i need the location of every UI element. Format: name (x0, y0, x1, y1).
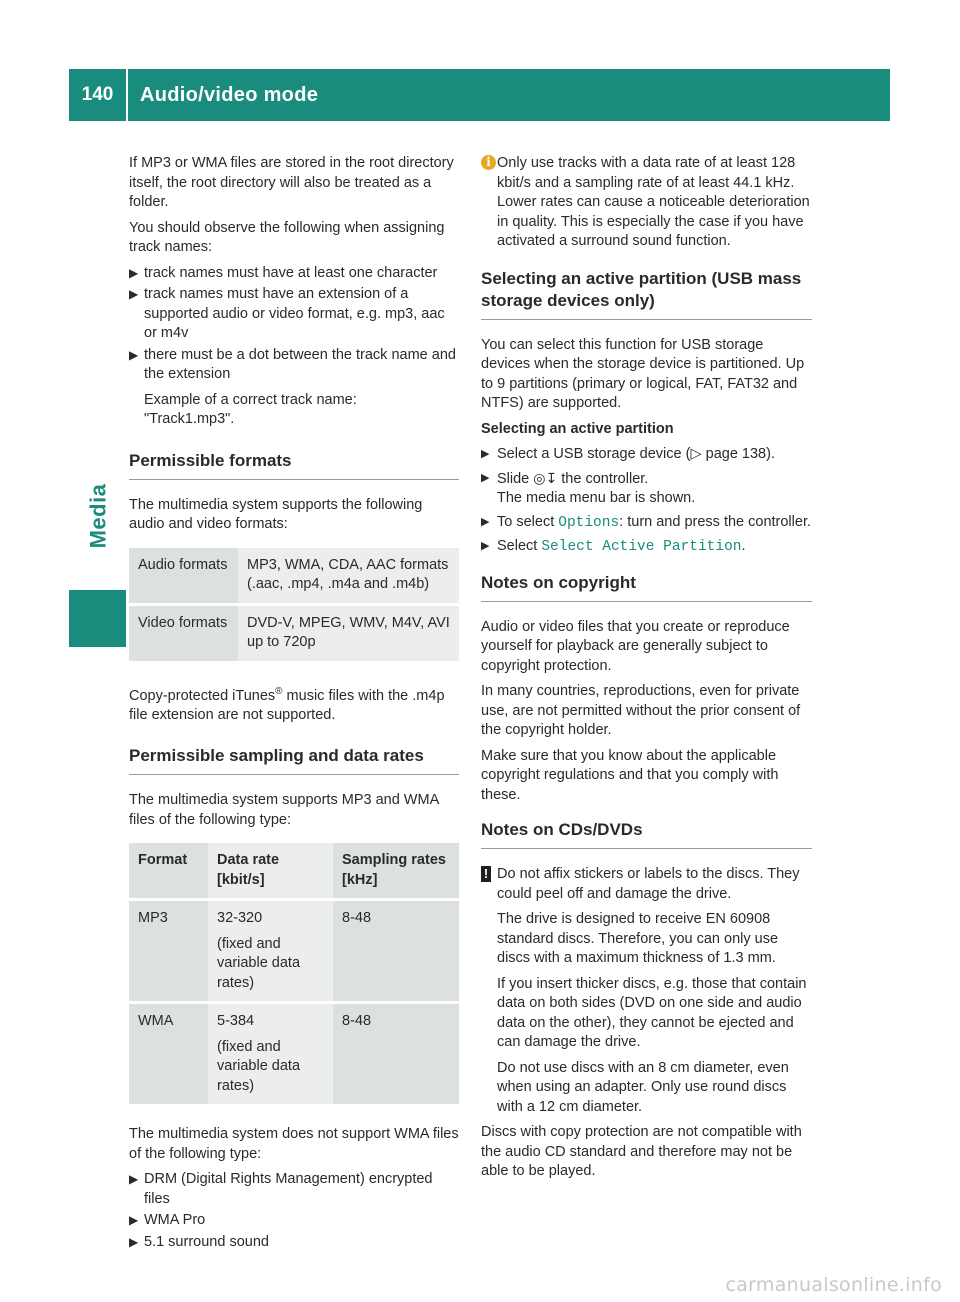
page-number: 140 (81, 84, 114, 105)
list-item: ▶ track names must have an extension of a supported audio or video format, e.g. mp3, aac or m4v (129, 286, 445, 341)
step-arrow-icon: ▶ (481, 448, 490, 460)
step-item: ▶ Select a USB storage device (▷ page 138). (481, 445, 812, 465)
step-item: ▶ To select Options: turn and press the controller. (481, 513, 811, 531)
bullet-icon: ▶ (129, 265, 139, 280)
table-row (129, 606, 459, 661)
table-header-cell: Format (129, 843, 208, 898)
step-arrow-icon: ▶ (481, 540, 490, 552)
info-icon: i (481, 155, 496, 170)
info-note: i Only use tracks with a data rate of at least 128 kbit/s and a sampling rate of at least 44.1 kHz. Lower rates can cause a noticeable deterioration in quality. This is especially the case if you have activated a surround sound function. (481, 154, 812, 252)
table-cell: MP3 (129, 901, 208, 1001)
table-cell: MP3, WMA, CDA, AAC formats (.aac, .mp4, .m4a and .m4b) (238, 548, 459, 603)
step-arrow-icon: ▶ (481, 471, 490, 484)
table-header-cell: Data rate [kbit/s] (208, 843, 333, 898)
bullet-icon: ▶ (129, 1172, 139, 1187)
page-reference-link[interactable]: page 138 (705, 446, 767, 462)
bullet-icon: ▶ (129, 1234, 139, 1249)
table-row (129, 901, 459, 1001)
right-column (481, 154, 812, 1188)
side-tab-block (69, 590, 126, 647)
table-cell: 8-48 (333, 901, 459, 1001)
table-cell: 32-320 (fixed and variable data rates) (208, 901, 333, 1001)
section-heading-formats: Permissible formats (129, 450, 459, 480)
list-item: ▶ WMA Pro (129, 1211, 459, 1231)
table-header-cell: Sampling rates [kHz] (333, 843, 459, 898)
copyright-paragraph: Make sure that you know about the applicable copyright regulations and that you comply with these. (481, 747, 779, 803)
table-cell: WMA (129, 1004, 208, 1104)
table-cell: DVD-V, MPEG, WMV, M4V, AVI up to 720p (238, 606, 459, 661)
naming-intro: You should observe the following when assigning track names: (129, 219, 445, 255)
partition-steps (481, 445, 812, 558)
bullet-icon: ▶ (129, 1213, 139, 1228)
table-cell: Video formats (129, 606, 238, 661)
watermark: carmanualsonline.info (725, 1274, 942, 1296)
warning-icon: ! (481, 866, 491, 882)
page-ref-icon: ▷ (690, 446, 702, 462)
list-item: ▶ there must be a dot between the track name and the extension (129, 346, 456, 382)
itunes-note: Copy-protected iTunes® music files with the .m4p file extension are not supported. (129, 685, 445, 723)
list-item: ▶ DRM (Digital Rights Management) encrypted files (129, 1171, 433, 1207)
left-column (129, 154, 459, 1258)
rates-intro: The multimedia system supports MP3 and WMA files of the following type: (129, 792, 439, 828)
partition-intro: You can select this function for USB storage devices when the storage device is partitioned. Up to 9 partitions (primary or logical, FAT, FAT32 and NTFS) are supported. (481, 336, 805, 411)
step-result: The media menu bar is shown. (497, 490, 696, 506)
warning-note: ! Do not affix stickers or labels to the discs. They could peel off and damage the drive. The drive is designed to receive EN 60908 standard discs. Therefore, you can only use discs with a maximum thickness of 1.3 mm. If you insert thicker discs, e.g. those that contain data on both sides (DVD on one side and audio data on the other), they cannot be ejected and can damage the drive. Do not use discs with an 8 cm diameter, even when using an adapter. Only use round discs with a 12 cm diameter. (481, 865, 812, 1117)
section-heading-cds: Notes on CDs/DVDs (481, 819, 812, 849)
unsupported-list (129, 1170, 459, 1252)
controller-slide-icon: ◎↧ (533, 469, 558, 486)
table-row (129, 1004, 459, 1104)
table-row (129, 548, 459, 603)
formats-intro: The multimedia system supports the following audio and video formats: (129, 496, 423, 532)
rates-table (129, 840, 459, 1107)
table-cell: 5-384 (fixed and variable data rates) (208, 1004, 333, 1104)
intro-paragraph: If MP3 or WMA files are stored in the root directory itself, the root directory will also be treated as a folder. (129, 155, 454, 210)
side-tab-label (83, 456, 113, 576)
unsupported-intro: The multimedia system does not support WMA files of the following type: (129, 1126, 459, 1162)
list-item: ▶ 5.1 surround sound (129, 1233, 459, 1253)
copyright-paragraph: In many countries, reproductions, even for private use, are not permitted without the prior consent of the copyright holder. (481, 683, 801, 738)
header-divider (126, 69, 128, 121)
table-header-row (129, 843, 459, 898)
table-cell: Audio formats (129, 548, 238, 603)
table-cell: 8-48 (333, 1004, 459, 1104)
example-label: Example of a correct track name: "Track1.mp3". (144, 391, 357, 427)
step-item: ▶ Select Select Active Partition. (481, 538, 746, 555)
step-arrow-icon: ▶ (481, 515, 490, 528)
partition-subheading: Selecting an active partition (481, 420, 674, 437)
section-heading-rates: Permissible sampling and data rates (129, 745, 459, 775)
section-heading-partition: Selecting an active partition (USB mass storage devices only) (481, 268, 812, 320)
step-item: ▶ Slide ◎↧ the controller. The media menu bar is shown. (481, 469, 696, 506)
example-value: "Track1.mp3". (144, 411, 235, 427)
copyright-paragraph: Audio or video files that you create or reproduce yourself for playback are generally subject to copyright protection. (481, 618, 790, 674)
menu-item-select-active-partition: Select Active Partition (541, 539, 742, 555)
bullet-icon: ▶ (129, 347, 139, 362)
copy-protection-paragraph: Discs with copy protection are not compatible with the audio CD standard and therefore may not be able to be played. (481, 1124, 802, 1179)
formats-table (129, 545, 459, 664)
section-heading-copyright: Notes on copyright (481, 572, 812, 602)
menu-item-options: Options (558, 514, 620, 531)
naming-rules-list (129, 264, 459, 385)
side-tab-text: Media (85, 483, 111, 549)
bullet-icon: ▶ (129, 287, 139, 301)
page-title: Audio/video mode (140, 83, 319, 106)
list-item: ▶ track names must have at least one character (129, 264, 459, 284)
